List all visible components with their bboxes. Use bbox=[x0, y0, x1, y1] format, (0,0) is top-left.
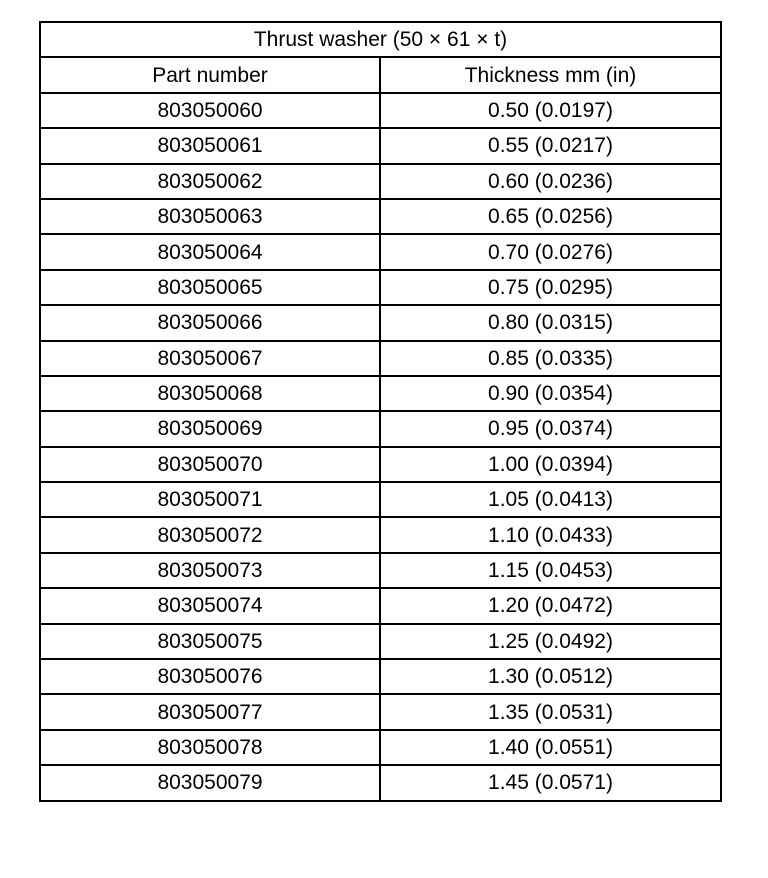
thickness-cell: 0.70 (0.0276) bbox=[380, 234, 721, 269]
part-number-cell: 803050074 bbox=[40, 588, 380, 623]
thickness-cell: 0.95 (0.0374) bbox=[380, 411, 721, 446]
column-header-thickness: Thickness mm (in) bbox=[380, 57, 721, 92]
part-number-cell: 803050079 bbox=[40, 765, 380, 800]
table-row bbox=[40, 411, 721, 446]
table-row bbox=[40, 694, 721, 729]
part-number-cell: 803050077 bbox=[40, 694, 380, 729]
table-row bbox=[40, 447, 721, 482]
thickness-cell: 1.25 (0.0492) bbox=[380, 624, 721, 659]
table-row bbox=[40, 128, 721, 163]
table-title-row bbox=[40, 22, 721, 57]
part-number-cell: 803050075 bbox=[40, 624, 380, 659]
table-row bbox=[40, 482, 721, 517]
thickness-cell: 0.90 (0.0354) bbox=[380, 376, 721, 411]
part-number-cell: 803050066 bbox=[40, 305, 380, 340]
part-number-cell: 803050068 bbox=[40, 376, 380, 411]
table-row bbox=[40, 376, 721, 411]
table-row bbox=[40, 199, 721, 234]
part-number-cell: 803050070 bbox=[40, 447, 380, 482]
thickness-cell: 1.40 (0.0551) bbox=[380, 730, 721, 765]
table-row bbox=[40, 305, 721, 340]
thrust-washer-table bbox=[39, 21, 722, 802]
table-row bbox=[40, 341, 721, 376]
table-row bbox=[40, 624, 721, 659]
thickness-cell: 1.05 (0.0413) bbox=[380, 482, 721, 517]
part-number-cell: 803050060 bbox=[40, 93, 380, 128]
part-number-cell: 803050072 bbox=[40, 517, 380, 552]
thickness-cell: 1.10 (0.0433) bbox=[380, 517, 721, 552]
table-row bbox=[40, 517, 721, 552]
table-header-row bbox=[40, 57, 721, 92]
table-row bbox=[40, 234, 721, 269]
column-header-part-number: Part number bbox=[40, 57, 380, 92]
thickness-cell: 1.00 (0.0394) bbox=[380, 447, 721, 482]
thickness-cell: 0.55 (0.0217) bbox=[380, 128, 721, 163]
thickness-cell: 0.65 (0.0256) bbox=[380, 199, 721, 234]
thickness-cell: 0.85 (0.0335) bbox=[380, 341, 721, 376]
thickness-cell: 1.30 (0.0512) bbox=[380, 659, 721, 694]
table-row bbox=[40, 553, 721, 588]
thickness-cell: 0.80 (0.0315) bbox=[380, 305, 721, 340]
part-number-cell: 803050078 bbox=[40, 730, 380, 765]
table-row bbox=[40, 270, 721, 305]
table-title: Thrust washer (50 × 61 × t) bbox=[40, 22, 721, 57]
part-number-cell: 803050065 bbox=[40, 270, 380, 305]
thickness-cell: 0.50 (0.0197) bbox=[380, 93, 721, 128]
part-number-cell: 803050069 bbox=[40, 411, 380, 446]
part-number-cell: 803050062 bbox=[40, 164, 380, 199]
table-body bbox=[40, 93, 721, 801]
table-row bbox=[40, 164, 721, 199]
part-number-cell: 803050067 bbox=[40, 341, 380, 376]
thickness-cell: 1.15 (0.0453) bbox=[380, 553, 721, 588]
part-number-cell: 803050063 bbox=[40, 199, 380, 234]
table-row bbox=[40, 765, 721, 800]
part-number-cell: 803050064 bbox=[40, 234, 380, 269]
thickness-cell: 1.45 (0.0571) bbox=[380, 765, 721, 800]
thickness-cell: 1.20 (0.0472) bbox=[380, 588, 721, 623]
thickness-cell: 0.75 (0.0295) bbox=[380, 270, 721, 305]
part-number-cell: 803050073 bbox=[40, 553, 380, 588]
table-row bbox=[40, 93, 721, 128]
thickness-cell: 1.35 (0.0531) bbox=[380, 694, 721, 729]
part-number-cell: 803050076 bbox=[40, 659, 380, 694]
table-row bbox=[40, 588, 721, 623]
table-row bbox=[40, 659, 721, 694]
table-row bbox=[40, 730, 721, 765]
part-number-cell: 803050061 bbox=[40, 128, 380, 163]
part-number-cell: 803050071 bbox=[40, 482, 380, 517]
thickness-cell: 0.60 (0.0236) bbox=[380, 164, 721, 199]
